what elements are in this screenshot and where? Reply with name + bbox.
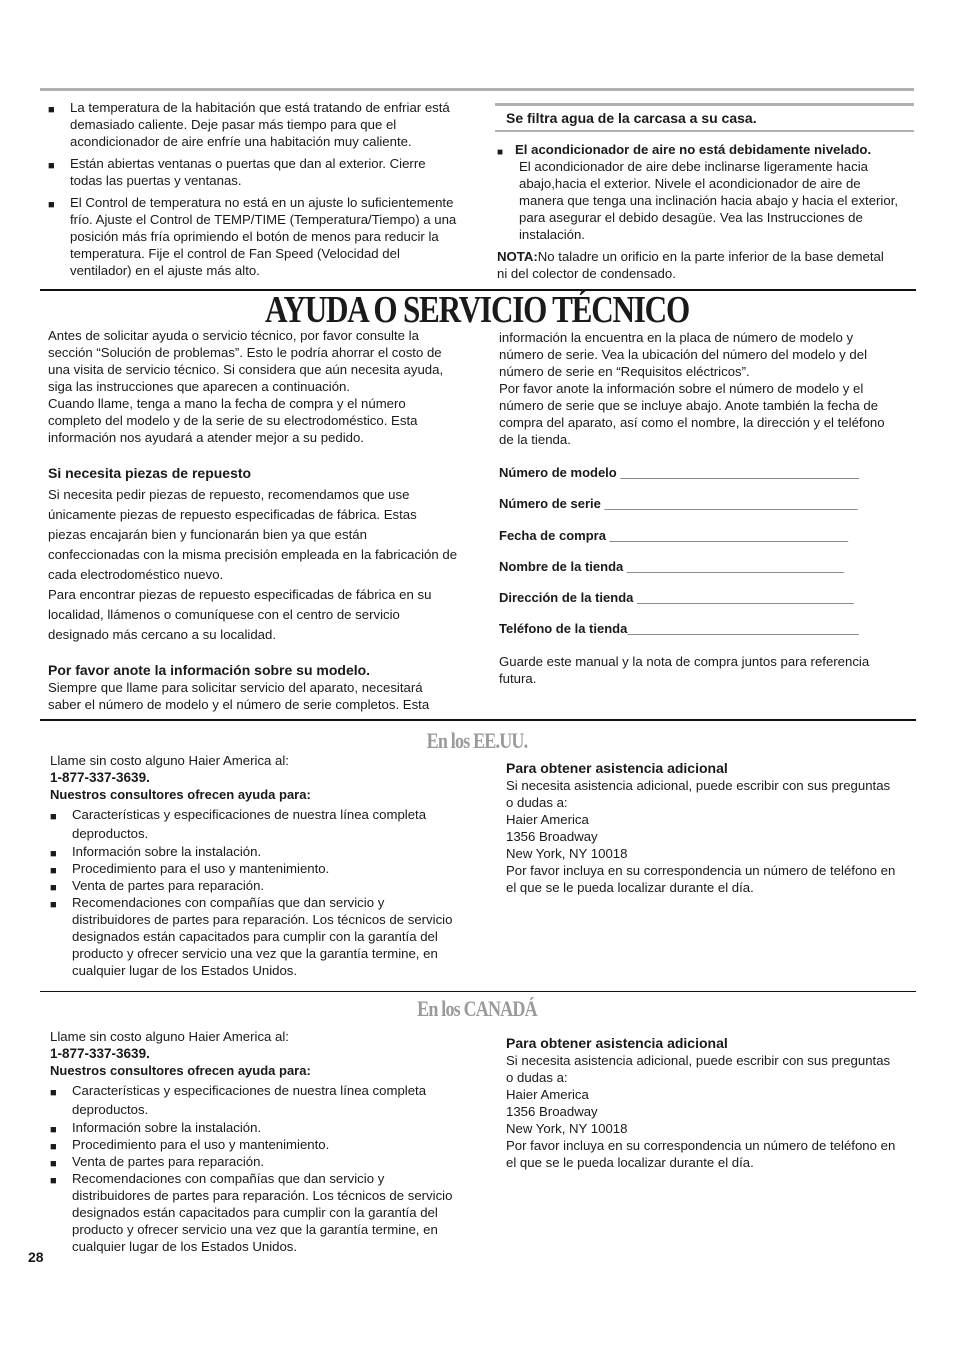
right-heading-rule-bottom — [495, 130, 914, 132]
intro-text-2: Cuando llame, tenga a mano la fecha de compra y el número completo del modelo y de la serie de su electrodoméstico. Esta información nos ayudará a atender mejor a su pedido. — [48, 396, 418, 445]
intro-text: Antes de solicitar ayuda o servicio técnico, por favor consulte la sección “Solución de problemas”. Esto le podría ahorrar el costo de una visita de servicio técnico. Si considera que aún necesita ayuda, siga las instrucciones que aparecen a continuación. — [48, 328, 444, 394]
list-item: ■ Recomendaciones con compañías que dan servicio y distribuidores de partes para reparación. Los técnicos de servicio designados están capacitados para cumplir con la garantía del producto y ofrecer servicio una vez que la garantía termine, en cualquier lugar de los Estados Unidos. — [50, 1171, 453, 1254]
canada-addr-1: Haier America — [506, 1087, 589, 1102]
list-item: ■ El Control de temperatura no está en un ajuste lo suficientemente frío. Ajuste el Control de TEMP/TIME (Temperatura/Tiempo) a una posición más fría oprimiendo el botón de menos para reducir la temperatura. Fije el control de Fan Speed (Velocidad del ventilador) en el ajuste más alto. — [48, 195, 457, 278]
list-item: ■ La temperatura de la habitación que está tratando de enfriar está demasiado caliente. Deje pasar más tiempo para que el acondicionador de aire enfríe una habitación muy caliente. — [48, 100, 450, 149]
parts-text: Si necesita pedir piezas de repuesto, recomendamos que use únicamente piezas de repuesto especificadas de fábrica. Estas piezas encajarán bien y funcionarán bien ya que están confeccionadas con la misma precisión empleada en la fabricación de cada electrodoméstico nuevo. — [48, 487, 458, 582]
field-model-number: Número de modelo _________________________________ — [499, 465, 859, 480]
canada-left — [50, 1028, 460, 1255]
field-store-address: Dirección de la tienda ______________________________ — [499, 590, 854, 605]
usa-rule — [40, 719, 916, 721]
page-number: 28 — [28, 1249, 44, 1265]
page-title: AYUDA O SERVICIO TÉCNICO — [265, 289, 689, 331]
canada-phone: 1-877-337-3639. — [50, 1046, 150, 1061]
usa-consult: Nuestros consultores ofrecen ayuda para: — [50, 787, 311, 802]
list-item: ■ Están abiertas ventanas o puertas que dan al exterior. Cierre todas las puertas y ventanas. — [48, 156, 426, 188]
usa-right — [506, 759, 896, 896]
canada-rule — [40, 991, 916, 992]
canada-consult: Nuestros consultores ofrecen ayuda para: — [50, 1063, 311, 1078]
list-item: ■ Información sobre la instalación. — [50, 844, 262, 860]
usa-addr-2: 1356 Broadway — [506, 829, 598, 844]
field-store-name: Nombre de la tienda ______________________________ — [499, 559, 844, 574]
keep-text: Guarde este manual y la nota de compra juntos para referencia futura. — [499, 654, 870, 686]
list-item: ■ Recomendaciones con compañías que dan servicio y distribuidores de partes para reparación. Los técnicos de servicio designados están capacitados para cumplir con la garantía del producto y ofrecer servicio una vez que la garantía termine, en cualquier lugar de los Estados Unidos. — [50, 895, 453, 978]
canada-addr-2: 1356 Broadway — [506, 1104, 598, 1119]
list-item: ■ Características y especificaciones de nuestra línea completa deproductos. — [50, 807, 427, 841]
field-store-phone: Teléfono de la tienda________________________________ — [499, 621, 859, 636]
canada-addr-3: New York, NY 10018 — [506, 1121, 628, 1136]
top-left-bullets — [48, 99, 458, 284]
usa-assist-heading: Para obtener asistencia adicional — [506, 760, 728, 776]
model-heading: Por favor anote la información sobre su modelo. — [48, 662, 371, 678]
right-bullet-text: El acondicionador de aire debe inclinarse ligeramente hacia abajo,hacia el exterior. Nivele el acondicionador de aire de manera que tenga una inclinación hacia abajo y hacia el exterior, para asegurar el debido desagüe. Vea las Instrucciones de instalación. — [519, 159, 899, 242]
usa-left — [50, 752, 460, 979]
model-text: Siempre que llame para solicitar servicio del aparato, necesitará saber el número de modelo y el número de serie completos. Esta — [48, 680, 430, 712]
canada-right — [506, 1034, 896, 1171]
field-purchase-date: Fecha de compra _________________________________ — [499, 528, 849, 543]
usa-assist-text: Si necesita asistencia adicional, puede escribir con sus preguntas o dudas a: — [506, 778, 891, 810]
list-item: ■ Venta de partes para reparación. — [50, 878, 265, 894]
usa-addr-3: New York, NY 10018 — [506, 846, 628, 861]
canada-assist-heading: Para obtener asistencia adicional — [506, 1035, 728, 1051]
parts-text-2: Para encontrar piezas de repuesto especificadas de fábrica en su localidad, llámenos o comuníquese con el centro de servicio designado más cercano a su localidad. — [48, 587, 432, 642]
usa-heading: En los EE.UU. — [426, 728, 528, 753]
nota — [497, 248, 897, 282]
usa-addr-1: Haier America — [506, 812, 589, 827]
right-heading-rule-top — [495, 103, 914, 106]
list-item: ■ Venta de partes para reparación. — [50, 1154, 265, 1170]
parts-heading: Si necesita piezas de repuesto — [48, 465, 252, 481]
service-right — [499, 329, 899, 448]
field-serial-number: Número de serie ___________________________________ — [499, 496, 858, 511]
record-fields — [499, 464, 899, 637]
canada-call: Llame sin costo alguno Haier America al: — [50, 1029, 289, 1044]
list-item: ■ Procedimiento para el uso y mantenimiento. — [50, 861, 330, 877]
nota-label: NOTA: — [497, 249, 538, 264]
right-text-2: Por favor anote la información sobre el número de modelo y el número de serie que se incluye abajo. Anote también la fecha de compra del aparato, así como el nombre, la dirección y el teléfono de la tienda. — [499, 381, 885, 447]
usa-phone: 1-877-337-3639. — [50, 770, 150, 785]
nota-text: No taladre un orificio en la parte inferior de la base demetal ni del colector de condensado. — [497, 249, 884, 281]
usa-call: Llame sin costo alguno Haier America al: — [50, 753, 289, 768]
list-item: ■ Características y especificaciones de nuestra línea completa deproductos. — [50, 1083, 427, 1117]
list-item: ■ Información sobre la instalación. — [50, 1120, 262, 1136]
service-left — [48, 327, 458, 713]
right-text-1: información la encuentra en la placa de número de modelo y número de serie. Vea la ubicación del número del modelo y del número de serie en “Requisitos eléctricos”. — [499, 330, 868, 379]
right-heading: Se filtra agua de la carcasa a su casa. — [506, 110, 757, 126]
list-item: ■ Procedimiento para el uso y mantenimiento. — [50, 1137, 330, 1153]
top-rule — [40, 88, 914, 91]
right-bullet: ■ El acondicionador de aire no está debidamente nivelado. El acondicionador de aire debe inclinarse ligeramente hacia abajo,hacia el exterior. Nivele el acondicionador de aire de manera que tenga una inclinación hacia abajo y hacia el exterior, para asegurar el debido desagüe. Vea las Instrucciones de instalación. — [497, 141, 902, 243]
canada-heading: En los CANADÁ — [417, 996, 537, 1021]
canada-assist-note: Por favor incluya en su correspondencia un número de teléfono en el que se le pueda localizar durante el día. — [506, 1138, 896, 1170]
right-bullet-title: El acondicionador de aire no está debidamente nivelado. — [515, 142, 872, 157]
usa-assist-note: Por favor incluya en su correspondencia un número de teléfono en el que se le pueda localizar durante el día. — [506, 863, 896, 895]
canada-assist-text: Si necesita asistencia adicional, puede escribir con sus preguntas o dudas a: — [506, 1053, 891, 1085]
